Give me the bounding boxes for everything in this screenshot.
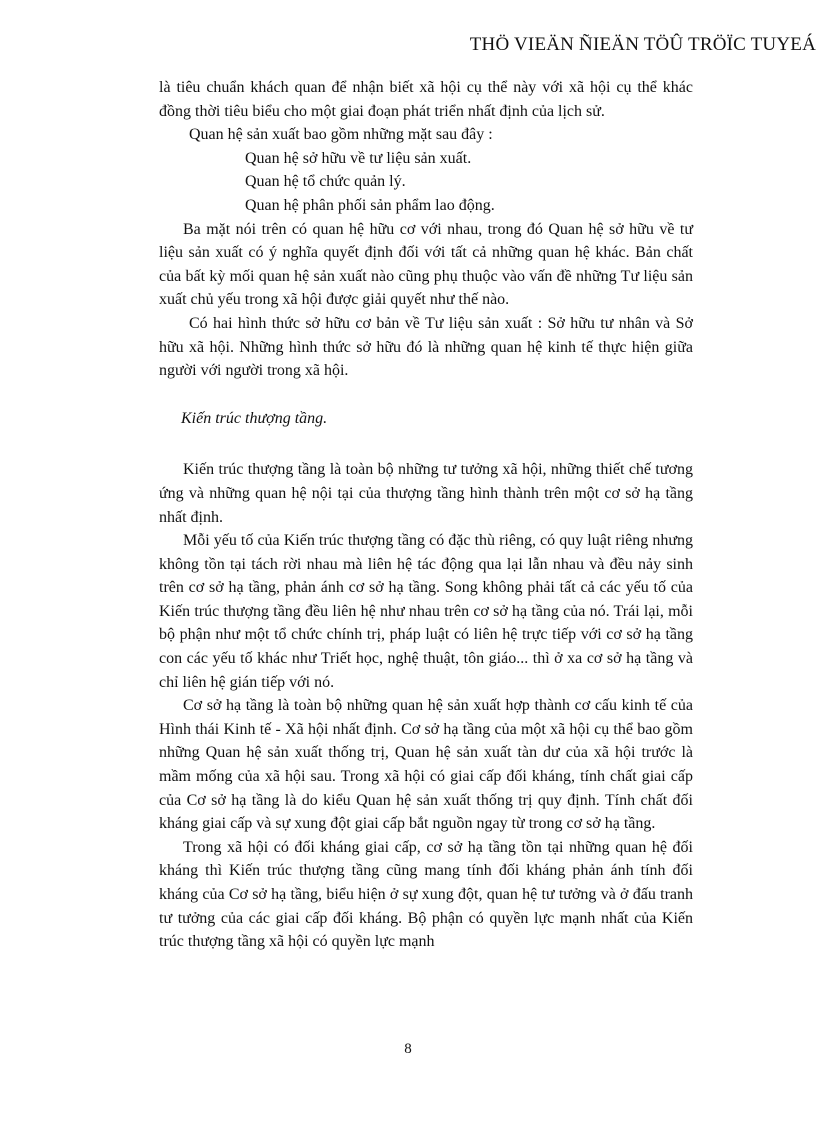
relations-list <box>159 147 693 218</box>
paragraph-7: Cơ sở hạ tầng là toàn bộ những quan hệ sản xuất hợp thành cơ cấu kinh tế của Hình thái Kinh tế - Xã hội nhất định. Cơ sở hạ tầng của một xã hội cụ thể bao gồm những Quan hệ sản xuất thống trị, Quan hệ sản xuất tàn dư của xã hội trước là mầm mống của xã hội sau. Trong xã hội có giai cấp đối kháng, tính chất giai cấp của Cơ sở hạ tầng là do kiểu Quan hệ sản xuất thống trị quy định. Tính chất đối kháng giai cấp và sự xung đột giai cấp bắt nguồn ngay từ trong cơ sở hạ tầng. <box>159 697 693 833</box>
paragraph-5: Kiến trúc thượng tầng là toàn bộ những tư tưởng xã hội, những thiết chế tương ứng và những quan hệ nội tại của thượng tầng hình thành trên một cơ sở hạ tầng nhất định. <box>159 461 693 526</box>
list-item: Quan hệ phân phối sản phẩm lao động. <box>245 196 495 214</box>
page-number: 8 <box>404 1041 412 1057</box>
page-header: THÖ VIEÄN ÑIEÄN TÖÛ TRÖÏC TUYEÁ <box>469 34 816 55</box>
list-item: Quan hệ tổ chức quản lý. <box>245 173 406 191</box>
paragraph-6: Mỗi yếu tố của Kiến trúc thượng tầng có đặc thù riêng, có quy luật riêng nhưng không tồn tại tách rời nhau mà liên hệ tác động qua lại lẫn nhau và đều nảy sinh trên cơ sở hạ tầng, phản ánh cơ sở hạ tầng. Song không phải tất cả các yếu tố của Kiến trúc thượng tầng đều liên hệ như nhau trên cơ sở hạ tầng của nó. Trái lại, mỗi bộ phận như một tổ chức chính trị, pháp luật có liên hệ trực tiếp với cơ sở hạ tầng con các yếu tố khác như Triết học, nghệ thuật, tôn giáo... thì ở xa cơ sở hạ tầng và chỉ liên hệ gián tiếp với nó. <box>159 532 693 691</box>
section-gap <box>159 430 693 458</box>
list-item: Quan hệ sở hữu về tư liệu sản xuất. <box>245 149 472 167</box>
paragraph-3: Ba mặt nói trên có quan hệ hữu cơ với nhau, trong đó Quan hệ sở hữu về tư liệu sản xuất có ý nghĩa quyết định đối với tất cả những quan hệ khác. Bản chất của bất kỳ mối quan hệ sản xuất nào cũng phụ thuộc vào vấn đề những Tư liệu sản xuất chủ yếu trong xã hội được giải quyết như thế nào. <box>159 220 693 309</box>
paragraph-2: Quan hệ sản xuất bao gồm những mặt sau đây : <box>189 126 493 144</box>
paragraph-4: Có hai hình thức sở hữu cơ bản về Tư liệu sản xuất : Sở hữu tư nhân và Sở hữu xã hội. Những hình thức sở hữu đó là những quan hệ kinh tế thực hiện giữa người với người trong xã hội. <box>159 314 693 380</box>
paragraph-8: Trong xã hội có đối kháng giai cấp, cơ sở hạ tầng tồn tại những quan hệ đối kháng thì Kiến trúc thượng tầng cũng mang tính đối kháng phản ánh tính đối kháng của Cơ sở hạ tầng, biểu hiện ở sự xung đột, quan hệ tư tưởng và ở đấu tranh tư tưởng của các giai cấp đối kháng. Bộ phận có quyền lực mạnh nhất của Kiến trúc thượng tầng xã hội có quyền lực mạnh <box>159 838 693 951</box>
document-body <box>159 76 693 954</box>
section-heading: Kiến trúc thượng tầng. <box>181 409 328 427</box>
paragraph-1: là tiêu chuẩn khách quan để nhận biết xã hội cụ thể này với xã hội cụ thể khác đồng thời tiêu biểu cho một giai đoạn phát triển nhất định của lịch sử. <box>159 79 693 120</box>
